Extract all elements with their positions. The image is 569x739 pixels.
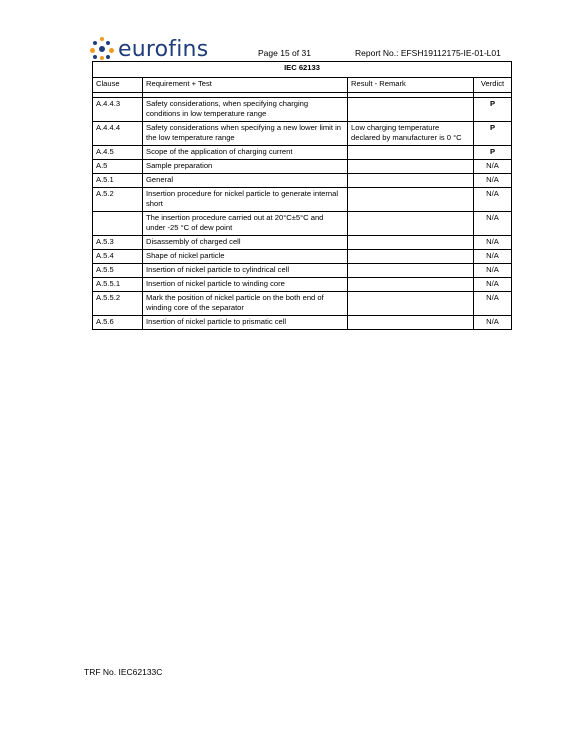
table-row bbox=[93, 122, 512, 146]
report-number: Report No.: EFSH19112175-IE-01-L01 bbox=[355, 48, 501, 58]
requirement-cell: Safety considerations when specifying a new lower limit in the low temperature range bbox=[143, 122, 348, 146]
table-row bbox=[93, 146, 512, 160]
clause-cell: A.4.4.3 bbox=[93, 98, 143, 122]
result-cell bbox=[348, 278, 474, 292]
standard-title: IEC 62133 bbox=[93, 62, 512, 78]
column-header-clause: Clause bbox=[93, 78, 143, 93]
table-row bbox=[93, 236, 512, 250]
eurofins-logo bbox=[90, 36, 208, 62]
result-cell bbox=[348, 188, 474, 212]
column-header-requirement: Requirement + Test bbox=[143, 78, 348, 93]
clause-cell: A.5.1 bbox=[93, 174, 143, 188]
table-row bbox=[93, 292, 512, 316]
table-row bbox=[93, 264, 512, 278]
verdict-cell: N/A bbox=[474, 250, 512, 264]
verdict-cell: N/A bbox=[474, 278, 512, 292]
result-cell bbox=[348, 212, 474, 236]
clause-cell: A.4.5 bbox=[93, 146, 143, 160]
requirement-cell: Insertion procedure for nickel particle to generate internal short bbox=[143, 188, 348, 212]
table-row bbox=[93, 160, 512, 174]
column-header-row bbox=[93, 78, 512, 93]
clause-cell: A.5 bbox=[93, 160, 143, 174]
table-row bbox=[93, 174, 512, 188]
column-header-verdict: Verdict bbox=[474, 78, 512, 93]
result-cell bbox=[348, 264, 474, 278]
requirement-cell: Mark the position of nickel particle on the both end of winding core of the separator bbox=[143, 292, 348, 316]
result-cell: Low charging temperature declared by manufacturer is 0 °C bbox=[348, 122, 474, 146]
result-cell bbox=[348, 292, 474, 316]
requirement-cell: Insertion of nickel particle to prismatic cell bbox=[143, 316, 348, 330]
clause-cell: A.5.5.1 bbox=[93, 278, 143, 292]
clause-cell: A.5.5.2 bbox=[93, 292, 143, 316]
trf-number: TRF No. IEC62133C bbox=[84, 667, 163, 677]
clause-cell: A.5.2 bbox=[93, 188, 143, 212]
clause-cell: A.5.4 bbox=[93, 250, 143, 264]
clause-cell: A.5.5 bbox=[93, 264, 143, 278]
requirement-cell: Sample preparation bbox=[143, 160, 348, 174]
clause-cell: A.5.6 bbox=[93, 316, 143, 330]
table-row bbox=[93, 278, 512, 292]
verdict-cell: N/A bbox=[474, 264, 512, 278]
table-row bbox=[93, 212, 512, 236]
table-row bbox=[93, 98, 512, 122]
requirement-cell: Scope of the application of charging current bbox=[143, 146, 348, 160]
result-cell bbox=[348, 160, 474, 174]
requirement-cell: Insertion of nickel particle to winding core bbox=[143, 278, 348, 292]
result-cell bbox=[348, 98, 474, 122]
requirement-cell: Safety considerations, when specifying charging conditions in low temperature range bbox=[143, 98, 348, 122]
requirement-cell: Insertion of nickel particle to cylindrical cell bbox=[143, 264, 348, 278]
requirement-cell: The insertion procedure carried out at 20°C±5°C and under -25 °C of dew point bbox=[143, 212, 348, 236]
requirements-table bbox=[92, 61, 512, 330]
verdict-cell: N/A bbox=[474, 160, 512, 174]
result-cell bbox=[348, 250, 474, 264]
result-cell bbox=[348, 316, 474, 330]
result-cell bbox=[348, 236, 474, 250]
verdict-cell: N/A bbox=[474, 174, 512, 188]
eurofins-dots-icon bbox=[90, 37, 114, 61]
table-body bbox=[93, 98, 512, 330]
table-row bbox=[93, 188, 512, 212]
verdict-cell: P bbox=[474, 122, 512, 146]
result-cell bbox=[348, 174, 474, 188]
requirement-cell: Shape of nickel particle bbox=[143, 250, 348, 264]
table-row bbox=[93, 250, 512, 264]
verdict-cell: N/A bbox=[474, 292, 512, 316]
column-header-result: Result - Remark bbox=[348, 78, 474, 93]
logo-text: eurofins bbox=[118, 36, 209, 62]
clause-cell: A.5.3 bbox=[93, 236, 143, 250]
verdict-cell: N/A bbox=[474, 188, 512, 212]
table-row bbox=[93, 316, 512, 330]
clause-cell: A.4.4.4 bbox=[93, 122, 143, 146]
page-number: Page 15 of 31 bbox=[258, 48, 311, 58]
verdict-cell: N/A bbox=[474, 316, 512, 330]
verdict-cell: P bbox=[474, 98, 512, 122]
verdict-cell: P bbox=[474, 146, 512, 160]
clause-cell bbox=[93, 212, 143, 236]
verdict-cell: N/A bbox=[474, 212, 512, 236]
requirement-cell: General bbox=[143, 174, 348, 188]
result-cell bbox=[348, 146, 474, 160]
verdict-cell: N/A bbox=[474, 236, 512, 250]
requirement-cell: Disassembly of charged cell bbox=[143, 236, 348, 250]
